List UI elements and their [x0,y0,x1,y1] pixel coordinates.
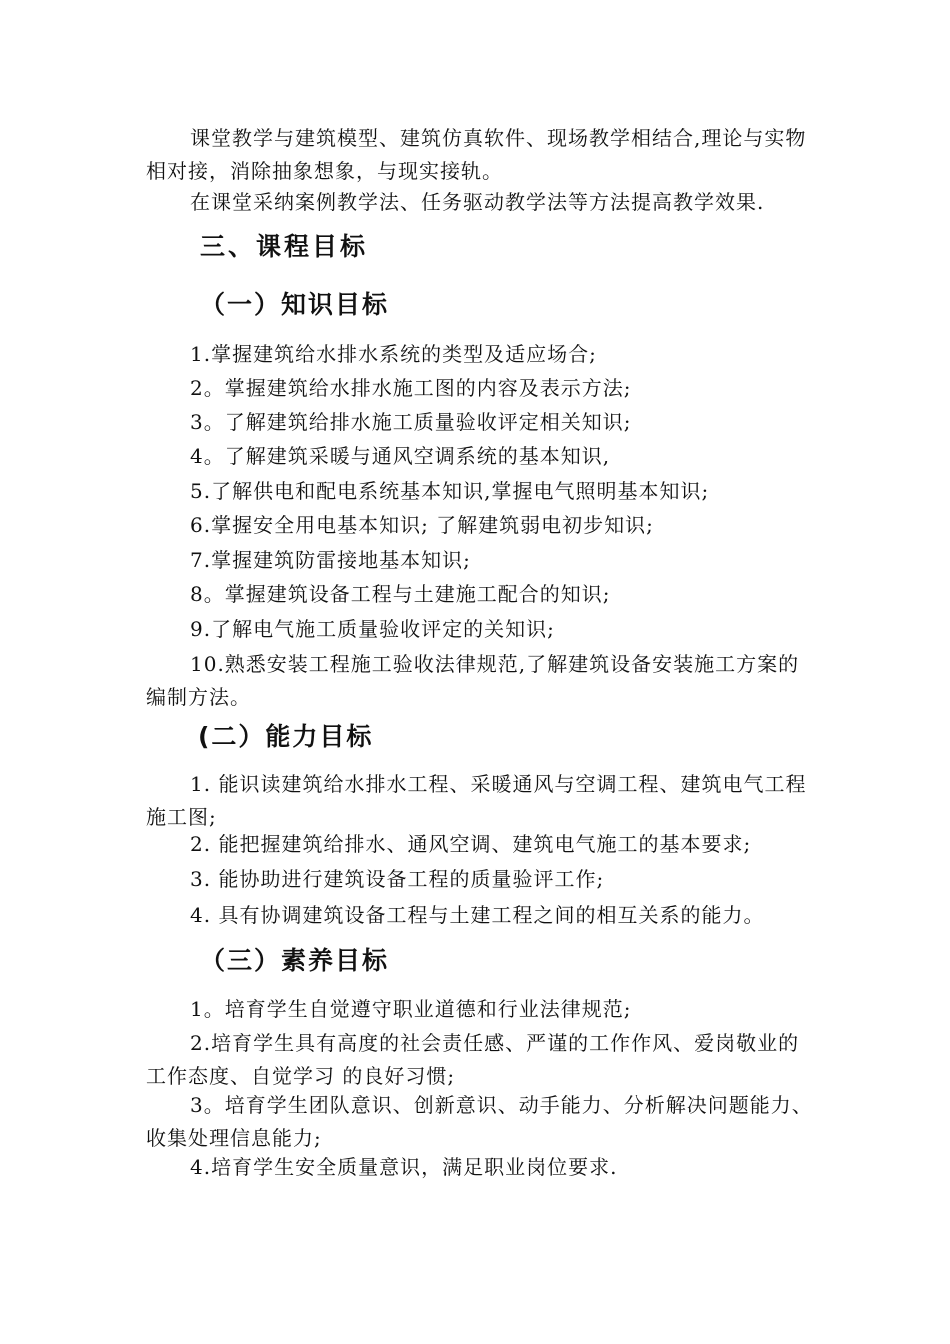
knowledge-item: 7.掌握建筑防雷接地基本知识; [190,548,471,572]
quality-item: 3。培育学生团队意识、创新意识、动手能力、分析解决问题能力、收集处理信息能力; [146,1093,813,1150]
intro-paragraph-1-text: 课堂教学与建筑模型、建筑仿真软件、现场教学相结合,理论与实物相对接，消除抽象想象，与现实接轨。 [146,126,807,183]
knowledge-item: 5.了解供电和配电系统基本知识,掌握电气照明基本知识; [190,479,710,503]
intro-paragraph-1 [146,122,814,188]
knowledge-item: 3。了解建筑给排水施工质量验收评定相关知识; [190,410,632,434]
subheading-quality-goals: （三）素养目标 [200,946,390,975]
knowledge-item: 6.掌握安全用电基本知识; 了解建筑弱电初步知识; [190,513,654,537]
knowledge-item: 8。掌握建筑设备工程与土建施工配合的知识; [190,582,611,606]
quality-item: 2.培育学生具有高度的社会责任感、严谨的工作作风、爱岗敬业的工作态度、自觉学习 的良好习惯; [146,1031,800,1088]
knowledge-item: 10.熟悉安装工程施工验收法律规范,了解建筑设备安装施工方案的编制方法。 [146,652,800,709]
intro-paragraph-2-text: 在课堂采纳案例教学法、任务驱动教学法等方法提高教学效果. [190,190,765,214]
knowledge-item: 2。掌握建筑给水排水施工图的内容及表示方法; [190,376,632,400]
subheading-knowledge-goals: （一）知识目标 [200,290,390,319]
knowledge-item: 4。了解建筑采暖与通风空调系统的基本知识, [190,444,611,468]
ability-item: 1. 能识读建筑给水排水工程、采暖通风与空调工程、建筑电气工程施工图; [146,772,807,829]
ability-item: 3. 能协助进行建筑设备工程的质量验评工作; [190,867,605,891]
section-heading-course-goals: 三、课程目标 [200,232,369,261]
quality-item: 1。培育学生自觉遵守职业道德和行业法律规范; [190,997,632,1021]
ability-item: 4. 具有协调建筑设备工程与土建工程之间的相互关系的能力。 [190,903,765,927]
intro-paragraph-2 [146,186,814,219]
quality-item: 4.培育学生安全质量意识，满足职业岗位要求. [190,1155,618,1179]
ability-item: 2. 能把握建筑给排水、通风空调、建筑电气施工的基本要求; [190,832,752,856]
knowledge-item: 1.掌握建筑给水排水系统的类型及适应场合; [190,342,597,366]
knowledge-item: 9.了解电气施工质量验收评定的关知识; [190,617,555,641]
subheading-ability-goals: (二）能力目标 [198,722,374,751]
